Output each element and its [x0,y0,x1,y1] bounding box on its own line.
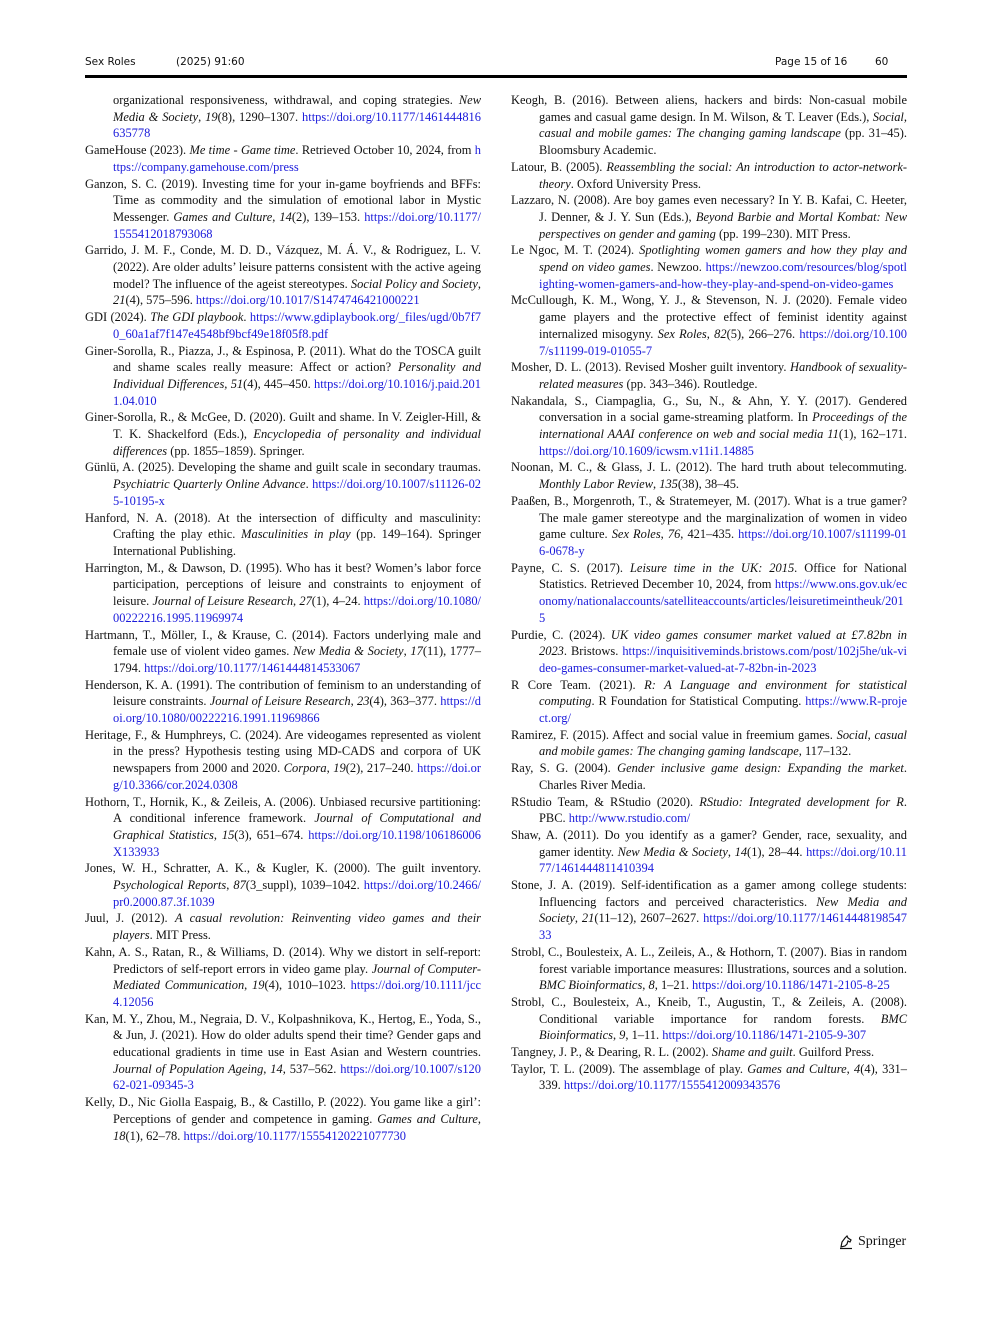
reference-title: 8 [648,978,655,993]
reference-text: Paaßen, B., Morgenroth, T., & Stratemeyer, M. (2017). What is a true gamer? The male gamer stereotype and the marginalization of women in video game culture. [511,493,907,542]
reference-text: Günlü, A. (2025). Developing the shame and guilt scale in secondary traumas. [85,460,481,475]
reference-entry [511,944,907,994]
reference-text: Le Ngoc, M. T. (2024). [511,243,640,258]
reference-entry [511,192,907,242]
reference-title: 23 [356,694,370,709]
references-right-column [511,92,907,1094]
reference-text: (1), 62–78. [125,1128,184,1143]
reference-text: GDI (2024). [85,310,151,325]
reference-title: Shame and guilt [711,1045,793,1060]
reference-title: Journal of Population Ageing [113,1061,264,1076]
reference-entry [511,159,907,192]
reference-text: . Oxford University Press. [570,176,702,191]
doi-link[interactable]: https://doi.org/10.1177/1461444816635778 [113,109,481,141]
reference-entry [511,459,907,492]
reference-entry [85,860,481,910]
doi-link[interactable]: https://doi.org/10.1017/S1474746421000221 [195,293,420,308]
reference-title: A casual revolution: Reinventing video games and their players [113,911,481,943]
reference-text: organizational responsiveness, withdrawal, and coping strategies. [113,93,459,107]
page-number: Page 15 of 16 [775,56,848,68]
doi-link[interactable]: https://doi.org/10.1177/1461444814533067 [144,660,361,675]
reference-text: (pp. 199–230). MIT Press. [715,226,851,241]
reference-text: RStudio Team, & RStudio (2020). [511,794,700,809]
doi-link[interactable]: https://doi.org/10.1007/s11126-025-10195-x [113,477,482,508]
reference-text: Henderson, K. A. (1991). The contribution of feminism to an understanding of leisure constraints. [85,677,481,709]
reference-title: 21 [581,911,595,926]
reference-title: The GDI playbook [150,310,244,325]
reference-title: 21 [113,293,126,308]
reference-text: Hothorn, T., Hornik, K., & Zeileis, A. (2006). Unbiased recursive partitioning: A conditional inference framework. [85,794,481,826]
doi-link[interactable]: https://inquisitiveminds.bristows.com/post/102j5he/uk-video-games-consumer-market-valued-at-7-82bn-in-2023 [539,644,907,675]
doi-link[interactable]: https://doi.org/10.1198/106186006X133933 [113,827,481,859]
reference-title: 19 [205,109,218,124]
reference-entry [85,560,481,627]
reference-title: Sex Roles [611,527,661,542]
doi-link[interactable]: https://doi.org/10.1007/s11199-016-0678-y [539,527,907,558]
reference-title: Encyclopedia of personality and individual differences [113,427,481,458]
reference-text: Ganzon, S. C. (2019). Investing time for your in-game boyfriends and BFFs: Time as commodity and the simulation of emotional labor in Mystic Messenger. [85,176,481,224]
reference-title: Psychiatric Quarterly Online Advance [113,477,306,492]
reference-text: , [660,527,668,542]
reference-text: , [326,761,334,776]
reference-text: Hartmann, T., Möller, I., & Krause, C. (2014). Factors underlying male and female use of violent video games. [85,627,481,659]
reference-title: Leisure time in the UK: 2015 [630,560,795,575]
reference-text: , [272,209,280,224]
reference-title: R: A Language and environment for statistical computing [539,677,907,709]
reference-title: Corpora [283,761,327,776]
reference-text: (2), 217–240. [345,761,418,776]
reference-title: 19 [252,978,265,993]
reference-entry [85,142,481,175]
reference-entry [511,92,907,159]
reference-text: (11–12), 2607–2627. [594,911,704,926]
reference-text: Mosher, D. L. (2013). Revised Mosher guilt inventory. [511,360,791,375]
reference-entry [85,242,481,309]
doi-link[interactable]: https://www.R-project.org/ [539,694,907,726]
reference-entry [511,560,907,627]
reference-text: , [244,978,253,993]
reference-text: McCullough, K. M., Wong, Y. J., & Stevenson, N. J. (2020). Female video game players and the protective effect of feminist identity against internalized misogyny. [511,293,907,341]
running-header [85,56,907,72]
doi-link[interactable]: https://doi.org/10.1177/15554120221077730 [183,1128,406,1143]
doi-link[interactable]: https://doi.org/10.1080/00222216.1995.11969974 [113,594,481,625]
reference-entry [511,794,907,827]
reference-text: Payne, C. S. (2017). [511,560,630,575]
reference-text: Kan, M. Y., Zhou, M., Negraia, D. V., Kolpashnikova, K., Hertog, E., Yoda, S., & Jun, J. (2021). How do older adults spend their time? Gender gaps and educational gradients in time use in East Asian and Western countries. [85,1011,481,1060]
springer-horse-icon [838,1234,854,1250]
reference-text: , 1–11. [625,1028,663,1043]
reference-entry [511,1061,907,1094]
reference-title: Personality and Individual Differences, 51 [113,360,481,391]
reference-entry [85,1094,481,1144]
reference-entry [511,292,907,359]
springer-logo [838,1234,906,1250]
reference-text: . PBC. [539,794,907,826]
reference-text: Latour, B. (2005). [511,159,607,174]
reference-text: Giner-Sorolla, R., & McGee, D. (2020). Guilt and shame. In V. Zeigler-Hill, & T. K. Shackelford (Eds.), [85,410,481,442]
reference-entry [85,727,481,794]
doi-link[interactable]: https://doi.org/10.1177/1555412018793068 [113,209,481,241]
reference-text: . Retrieved October 10, 2024, from [295,143,475,158]
reference-text: . R Foundation for Statistical Computing. [591,694,806,709]
doi-link[interactable]: https://doi.org/10.1177/1461444811410394 [539,844,907,876]
reference-text: , [574,911,582,926]
reference-text: Strobl, C., Boulesteix, A. L., Zeileis, A., & Hothorn, T. (2007). Bias in random forest variable importance measures: Illustrations, sources and a solution. [511,944,907,976]
reference-title: New Media & Society [113,93,481,124]
reference-title: Proceedings of the international AAAI conference on web and social media 11 [539,410,908,442]
reference-title: 4 [854,1061,861,1076]
reference-text: , [706,326,715,341]
doi-link[interactable]: https://doi.org/10.1177/1555412009343576 [563,1078,781,1093]
reference-text: Shaw, A. (2011). Do you identify as a gamer? Gender, race, sexuality, and gamer identity. [511,827,907,859]
reference-text: , [350,694,357,709]
reference-text: , [846,1061,854,1076]
doi-link[interactable]: https://doi.org/10.2466/pr0.2000.87.3f.1039 [113,878,481,909]
doi-link[interactable]: https://doi.org/10.1186/1471-2105-8-25 [692,978,890,993]
reference-text: Kahn, A. S., Ratan, R., & Williams, D. (2014). Why we distort in self-report: Predictors of self-report errors in video game play. [85,944,481,976]
reference-text: Taylor, T. L. (2009). The assemblage of play. [511,1061,748,1076]
reference-text: . [243,310,250,325]
reference-title: Sex Roles [657,326,707,341]
reference-text: (pp. 149–164). Springer International Publishing. [113,527,481,558]
reference-text: , 117–132. [798,744,852,759]
doi-link[interactable]: https://doi.org/10.1609/icwsm.v11i1.14885 [539,443,754,458]
reference-title: Social, casual and mobile games: The changing gaming landscape [539,109,907,141]
reference-text: Purdie, C. (2024). [511,627,611,642]
reference-text: Noonan, M. C., & Glass, J. L. (2012). The hard truth about telecommuting. [511,460,907,475]
reference-text: (pp. 343–346). Routledge. [623,376,758,391]
reference-title: Journal of Computer-Mediated Communication [113,961,481,993]
reference-text: . MIT Press. [149,928,211,943]
reference-entry [511,393,907,460]
reference-text: Lazzaro, N. (2008). Are boy games even necessary? In Y. B. Kafai, C. Heeter, J. Denner, & J. Y. Sun (Eds.), [511,193,907,224]
reference-text: , [198,109,206,124]
reference-text: R Core Team. (2021). [511,677,645,692]
reference-text: . Charles River Media. [539,761,907,792]
reference-text: , 1–21. [654,978,693,993]
reference-title: 9 [619,1028,626,1043]
reference-text: Strobl, C., Boulesteix, A., Kneib, T., Augustin, T., & Zeileis, A. (2008). Conditional variable importance for random forests. [511,994,907,1026]
reference-title: Social, casual and mobile games: The changing gaming landscape [539,727,908,759]
reference-title: 135 [659,477,678,492]
reference-text: (8), 1290–1307. [217,109,303,124]
reference-text: (pp. 1855–1859). Springer. [167,443,305,458]
reference-title: Handbook of sexuality-related measures [539,360,907,391]
reference-title: Social Policy and Society [350,276,478,291]
reference-text: (1), 4–24. [311,594,364,609]
reference-title: Psychological Reports [113,878,227,893]
reference-title: 87 [233,878,246,893]
reference-entry [511,760,907,793]
reference-title: RStudio: Integrated development for R [699,794,904,809]
doi-link[interactable]: https://doi.org/10.1177/1461444819854733 [539,911,907,943]
reference-text: Keogh, B. (2016). Between aliens, hackers and birds: Non-casual mobile games and casual game design. In M. Wilson, & T. Leaver (Eds.), [511,93,907,124]
reference-title: New Media & Society [293,644,404,659]
reference-entry [511,727,907,760]
reference-title: Games and Culture [377,1111,478,1126]
doi-link[interactable]: https://doi.org/10.1007/s11199-019-01055-7 [539,326,907,358]
reference-text: . Newzoo. [650,260,706,275]
doi-link[interactable]: https://doi.org/10.1007/s12062-021-09345-3 [113,1061,481,1093]
reference-title: 27 [299,594,312,609]
reference-title: Monthly Labor Review [539,477,653,492]
reference-title: 15 [221,827,235,842]
header-rule [85,75,907,78]
reference-text: Hanford, N. A. (2018). At the intersection of difficulty and masculinity: Crafting the play ethic. [85,510,481,542]
reference-title: BMC Bioinformatics [539,1011,907,1043]
reference-text: , [642,978,649,993]
reference-text: (4), 445–450. [243,376,314,391]
reference-text: , [727,844,735,859]
reference-text: , [213,827,222,842]
reference-text: (2), 139–153. [291,209,365,224]
reference-text: , 421–435. [680,527,739,542]
reference-entry [85,1011,481,1095]
reference-title: UK video games consumer market valued at £7.82bn in 2023 [539,627,907,659]
doi-link[interactable]: https://www.ons.gov.uk/economy/nationalaccounts/satelliteaccounts/articles/leisuretimeintheuk/2015 [539,577,907,625]
reference-title: Games and Culture [173,209,273,224]
reference-title: Journal of Leisure Research [152,594,294,609]
doi-link[interactable]: http://www.rstudio.com/ [568,811,691,826]
reference-text: , [226,878,234,893]
doi-link[interactable]: https://doi.org/10.1016/j.paid.2011.04.010 [113,376,481,408]
reference-title: Masculinities in play [241,527,351,542]
doi-link[interactable]: https://www.gdiplaybook.org/_files/ugd/0b7f70_60a1af7f147e4548bf9bcf49e18f05f8.pdf [113,310,481,341]
reference-text: Nakandala, S., Ciampaglia, G., Su, N., & Ahn, Y. Y. (2017). Gendered conversation in a social game-streaming platform. In [511,393,907,425]
reference-entry [85,910,481,943]
reference-entry [85,794,481,861]
reference-text: (3_suppl), 1039–1042. [245,878,364,893]
reference-entry [85,627,481,677]
reference-entry [511,877,907,944]
reference-title: Games and Culture [747,1061,847,1076]
reference-entry [85,510,481,560]
reference-entry [85,92,481,142]
reference-text: (3), 651–674. [234,827,309,842]
reference-text: , [612,1028,620,1043]
reference-text: (pp. 31–45). Bloomsbury Academic. [539,126,907,158]
reference-text: GameHouse (2023). [85,143,190,158]
reference-text: Tangney, J. P., & Dearing, R. L. (2002). [511,1045,712,1060]
reference-text: (4), 331–339. [539,1061,907,1093]
reference-text: , [403,644,411,659]
reference-text: . [305,477,313,492]
reference-text: (38), 38–45. [677,477,740,492]
reference-entry [85,409,481,459]
reference-entry [511,627,907,677]
reference-text: (1), 28–44. [747,844,807,859]
reference-title: New Media and Society [539,894,907,926]
doi-link[interactable]: https://doi.org/10.1111/jcc4.12056 [113,978,481,1009]
doi-link[interactable]: https://newzoo.com/resources/blog/spotlighting-women-gamers-and-how-they-play-and-spend-on-video-games [539,260,907,291]
reference-entry [85,176,481,243]
references-left-column [85,92,481,1144]
reference-entry [511,493,907,560]
doi-link[interactable]: https://doi.org/10.1080/00222216.1991.11969866 [113,694,481,726]
reference-text: , 537–562. [282,1061,341,1076]
reference-title: 14 [734,844,748,859]
reference-text: , [477,1111,481,1126]
publisher-name: Springer [858,1234,907,1249]
reference-text: , [653,477,660,492]
reference-text: . Guilford Press. [792,1045,875,1060]
reference-entry [85,343,481,410]
reference-title: Journal of Computational and Graphical Statistics [113,811,481,842]
reference-text: Heritage, F., & Humphreys, C. (2024). Are videogames represented as violent in the press? Hypothesis testing using MD-CADS and corpora of UK newspapers from 2000 and 2020. [85,727,481,776]
reference-text: . Office for National Statistics. Retrieved December 10, 2024, from [539,560,907,592]
article-number: 60 [875,56,889,68]
reference-text: , [263,1061,271,1076]
reference-text: Garrido, J. M. F., Conde, M. D. D., Vázquez, M. Á. V., & Rodriguez, L. V. (2022). Are older adults’ leisure patterns consistent with the active ageing model? The influence of the ageist stereotypes. [85,243,481,291]
reference-text: (4), 363–377. [369,694,441,709]
reference-title: Reassembling the social: An introduction to actor-network-theory [539,159,907,191]
reference-title: New Media & Society [617,844,728,859]
volume-info: (2025) 91:60 [176,56,245,68]
reference-title: Gender inclusive game design: Expanding the market [617,761,904,776]
reference-text: (1), 162–171. [838,427,907,442]
reference-text: (4), 575–596. [125,293,196,308]
reference-title: Beyond Barbie and Mortal Kombat: New perspectives on gender and gaming [539,209,907,241]
reference-text: Giner-Sorolla, R., Piazza, J., & Espinosa, P. (2011). What do the TOSCA guilt and shame scales really measure: Affect or action? [85,343,481,375]
reference-entry [511,359,907,392]
reference-text: . Bristows. [563,644,623,659]
reference-title: 14 [279,209,292,224]
reference-text: Kelly, D., Nic Giolla Easpaig, B., & Castillo, P. (2022). You game like a girl’: Perceptions of gender and competence in gaming. [85,1095,481,1126]
reference-title: 19 [333,761,346,776]
reference-text: Ray, S. G. (2004). [511,761,618,776]
reference-title: 14 [270,1061,283,1076]
reference-entry [511,677,907,727]
reference-entry [85,459,481,509]
reference-title: 17 [410,644,423,659]
reference-text: Stone, J. A. (2019). Self-identification as a gamer among college students: Influencing factors and perceived characteristics. [511,878,907,909]
doi-link[interactable]: https://company.gamehouse.com/press [113,143,481,174]
reference-title: Me time - Game time [189,143,296,158]
journal-name: Sex Roles [85,56,136,68]
reference-title: 76 [667,527,681,542]
reference-entry [85,309,481,342]
reference-text: , [477,276,481,291]
doi-link[interactable]: https://doi.org/10.1186/1471-2105-9-307 [662,1028,867,1043]
reference-text: Juul, J. (2012). [85,911,175,926]
reference-entry [85,944,481,1011]
reference-text: Ramirez, F. (2015). Affect and social value in freemium games. [511,727,837,742]
reference-text: (5), 266–276. [726,326,800,341]
reference-entry [511,1044,907,1061]
reference-title: Journal of Leisure Research [209,694,351,709]
reference-title: Spotlighting women gamers and how they play and spend on video games [539,243,907,275]
doi-link[interactable]: https://doi.org/10.3366/cor.2024.0308 [113,761,482,792]
reference-entry [511,827,907,877]
reference-text: (4), 1010–1023. [264,978,351,993]
reference-text: Jones, W. H., Schratter, A. K., & Kugler, K. (2000). The guilt inventory. [85,861,481,876]
reference-text: (11), 1777–1794. [113,644,481,675]
reference-title: BMC Bioinformatics [539,978,643,993]
reference-title: 18 [113,1128,126,1143]
reference-entry [85,677,481,727]
reference-text: Harrington, M., & Dawson, D. (1995). Who has it best? Women’s labor force participation, perceptions of leisure and constraints to enjoyment of leisure. [85,560,481,609]
reference-title: 82 [714,326,727,341]
reference-text: , [293,594,300,609]
reference-entry [511,242,907,292]
reference-entry [511,994,907,1044]
